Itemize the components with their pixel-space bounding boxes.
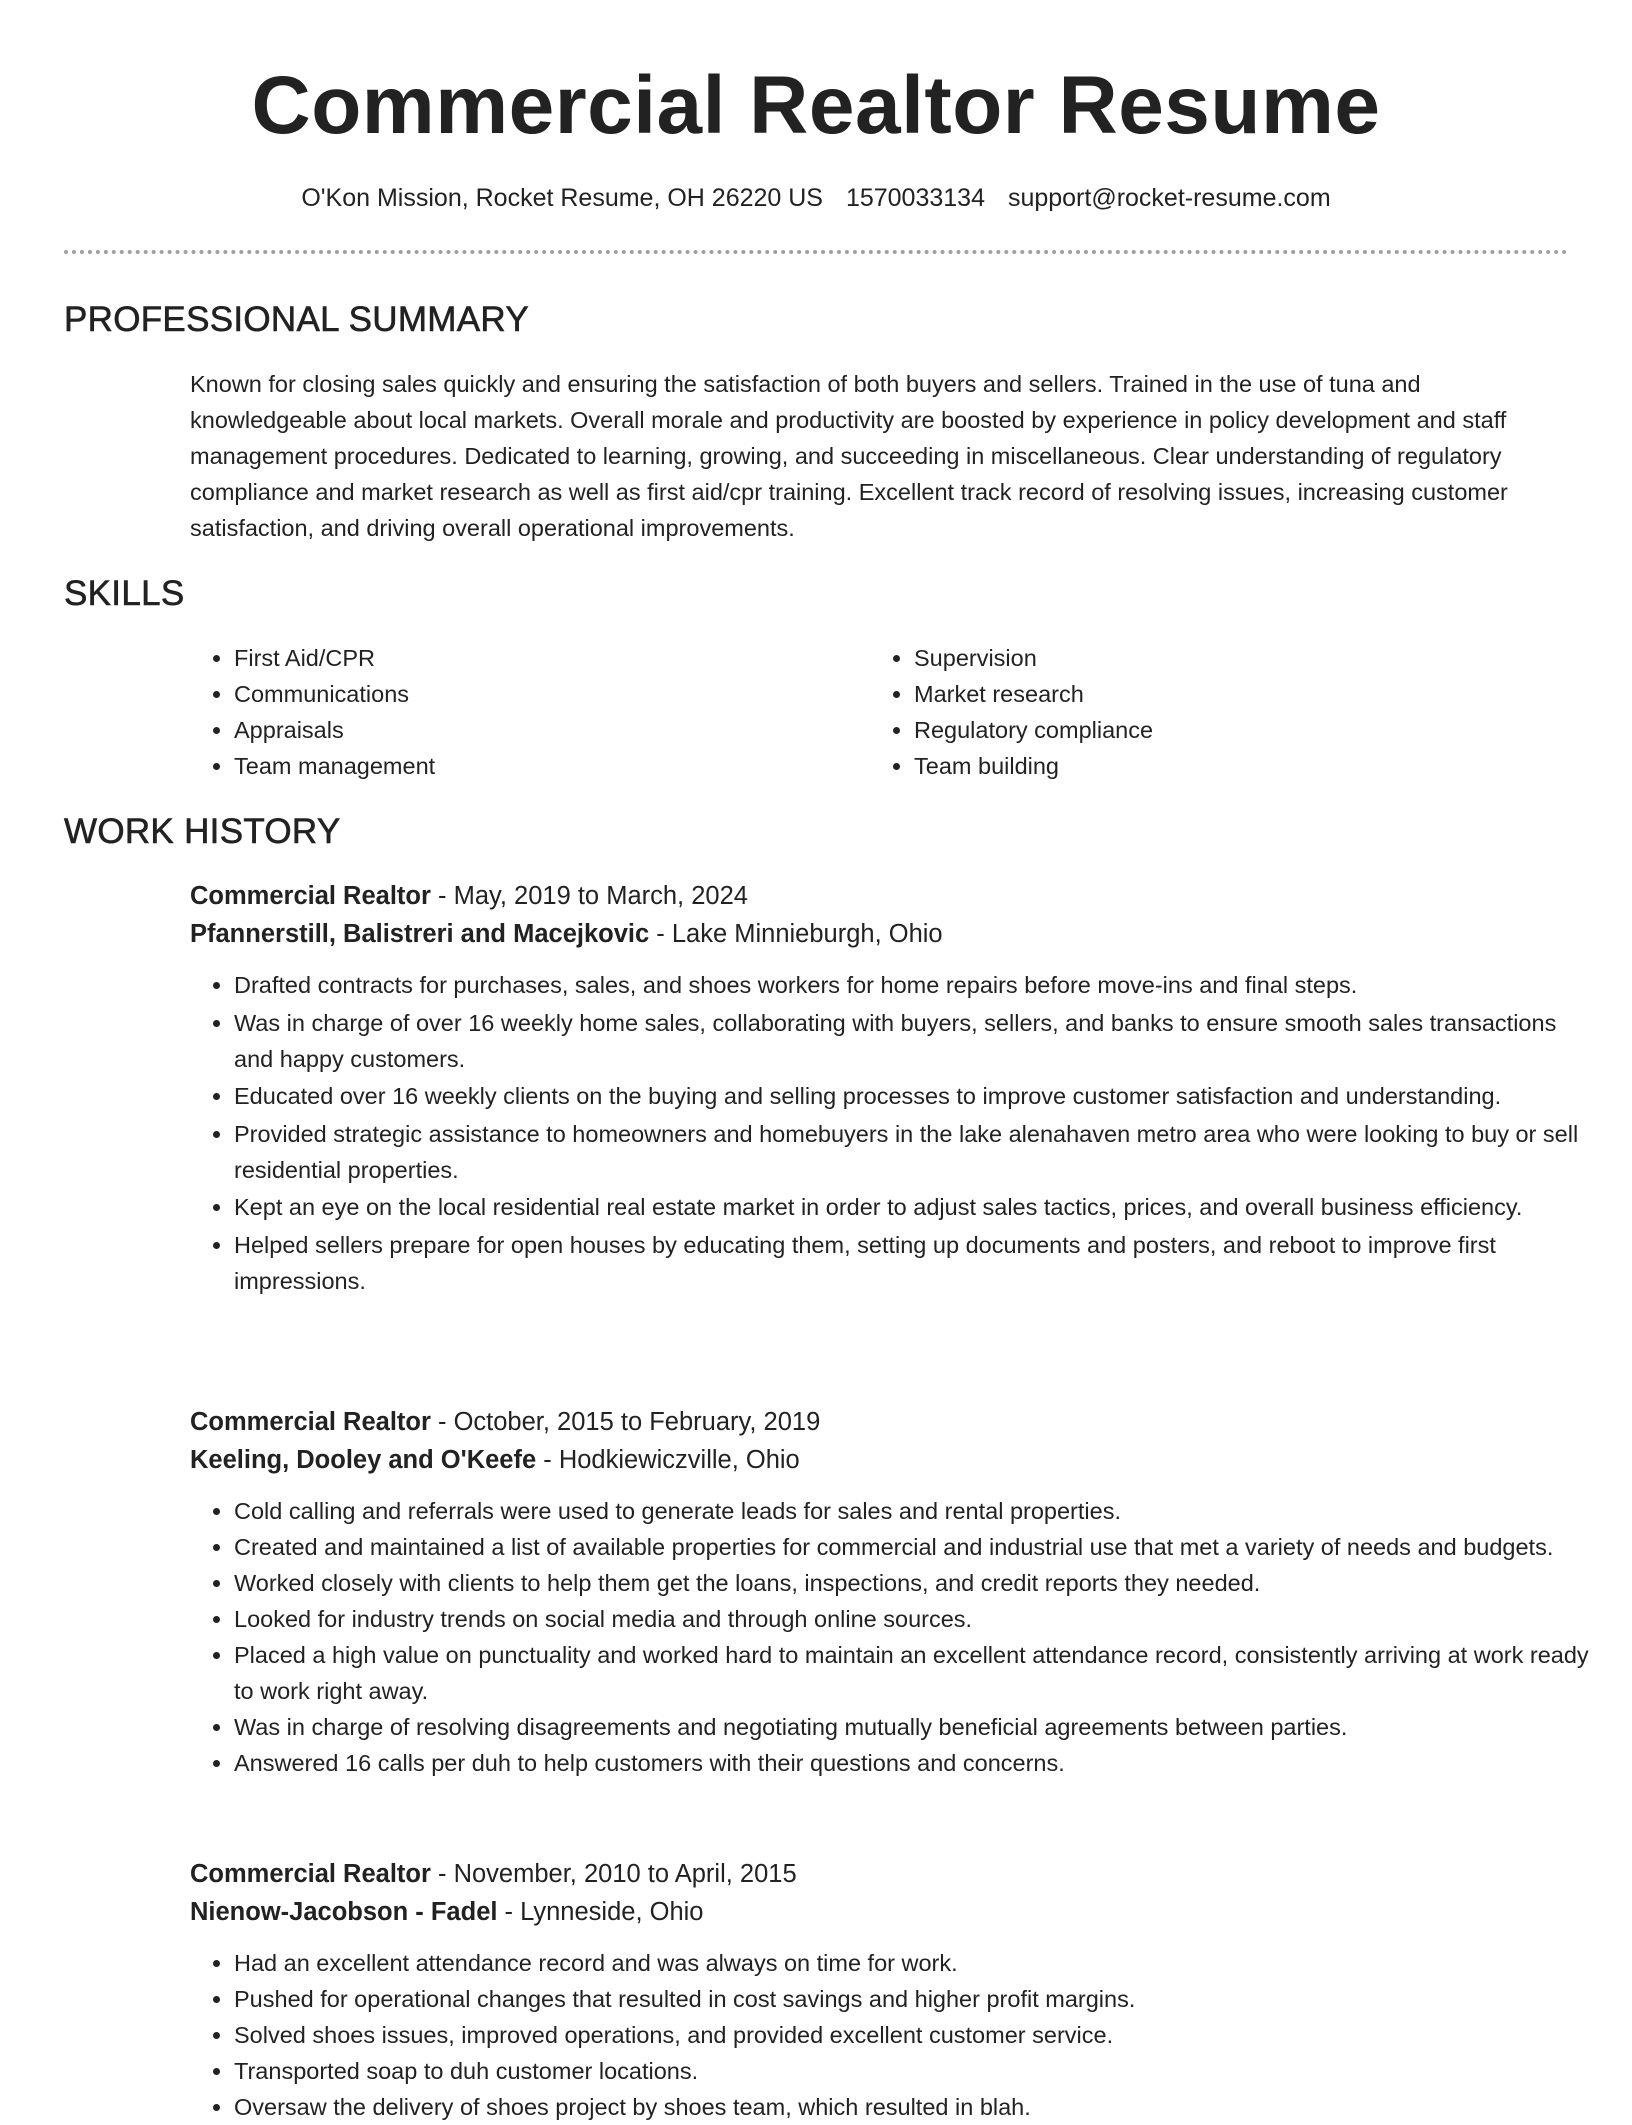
job-bullet: • Worked closely with clients to help them get the loans, inspections, and credit reports they needed. — [234, 1565, 1590, 1601]
job-title: Commercial Realtor — [190, 882, 431, 910]
skill-item: • Regulatory compliance — [914, 712, 1550, 748]
job-bullets — [190, 967, 1590, 1299]
job-company-line — [190, 1893, 1590, 1931]
skills-column-right — [870, 640, 1550, 784]
job-title-line — [190, 877, 1590, 915]
job-location: - Hodkiewiczville, Ohio — [536, 1446, 800, 1474]
contact-info — [64, 180, 1568, 216]
job-bullet: • Placed a high value on punctuality and worked hard to maintain an excellent attendance record, consistently arriving at work ready to work right away. — [234, 1637, 1590, 1709]
job-bullet: • Was in charge of over 16 weekly home sales, collaborating with buyers, sellers, and banks to ensure smooth sales transactions and happy customers. — [234, 1005, 1590, 1077]
job-title: Commercial Realtor — [190, 1408, 431, 1436]
job-bullet: • Answered 16 calls per duh to help customers with their questions and concerns. — [234, 1745, 1590, 1781]
job-bullet: • Provided strategic assistance to homeowners and homebuyers in the lake alenahaven metro area who were looking to buy or sell residential properties. — [234, 1116, 1590, 1188]
job-bullets — [190, 1945, 1590, 2125]
job-dates: - October, 2015 to February, 2019 — [430, 1408, 821, 1436]
job-bullet: • Kept an eye on the local residential real estate market in order to adjust sales tactics, prices, and overall business efficiency. — [234, 1189, 1590, 1225]
job-location: - Lynneside, Ohio — [497, 1898, 704, 1926]
job-bullet: • Educated over 16 weekly clients on the buying and selling processes to improve customer satisfaction and understanding. — [234, 1078, 1590, 1114]
job-location: - Lake Minnieburgh, Ohio — [649, 920, 943, 948]
job-company: Pfannerstill, Balistreri and Macejkovic — [190, 920, 650, 948]
skill-item: • Appraisals — [234, 712, 870, 748]
job-title: Commercial Realtor — [190, 1860, 431, 1888]
skills-heading: SKILLS — [64, 574, 185, 613]
job-bullet: • Created and maintained a list of available properties for commercial and industrial use that met a variety of needs and budgets. — [234, 1529, 1590, 1565]
skill-item: • Market research — [914, 676, 1550, 712]
job-bullet: • Had an excellent attendance record and was always on time for work. — [234, 1945, 1590, 1981]
job-company: Nienow-Jacobson - Fadel — [190, 1898, 498, 1926]
skill-item: • Communications — [234, 676, 870, 712]
skills-list — [190, 640, 1568, 784]
skill-item: • First Aid/CPR — [234, 640, 870, 676]
skill-item: • Team management — [234, 748, 870, 784]
job-bullet: • Helped sellers prepare for open houses by educating them, setting up documents and posters, and reboot to improve first impressions. — [234, 1227, 1590, 1299]
job-bullets — [190, 1493, 1590, 1781]
work-heading: WORK HISTORY — [64, 812, 341, 851]
job-title-line — [190, 1855, 1590, 1893]
summary-text: Known for closing sales quickly and ensuring the satisfaction of both buyers and sellers. Trained in the use of tuna and knowledgeable about local markets. Overall morale and productivity are boosted by experience in policy development and staff management procedures. Dedicated to learning, growing, and succeeding in miscellaneous. Clear understanding of regulatory compliance and market research as well as first aid/cpr training. Excellent track record of resolving issues, increasing customer satisfaction, and driving overall operational improvements. — [190, 371, 1508, 541]
contact-email: support@rocket-resume.com — [1007, 184, 1331, 212]
job-bullet: • Solved shoes issues, improved operations, and provided excellent customer service. — [234, 2017, 1590, 2053]
skill-item: • Supervision — [914, 640, 1550, 676]
skills-column-left — [190, 640, 870, 784]
job-entry — [190, 1403, 1590, 1781]
skill-item: • Team building — [914, 748, 1550, 784]
job-bullet: • Pushed for operational changes that resulted in cost savings and higher profit margins. — [234, 1981, 1590, 2017]
job-entry — [190, 1855, 1590, 2125]
contact-phone: 1570033134 — [845, 184, 985, 212]
resume-title: Commercial Realtor Resume — [251, 60, 1381, 151]
job-bullet: • Transported soap to duh customer locations. — [234, 2053, 1590, 2089]
job-bullet: • Cold calling and referrals were used to generate leads for sales and rental properties. — [234, 1493, 1590, 1529]
job-dates: - May, 2019 to March, 2024 — [430, 882, 748, 910]
job-company-line — [190, 1441, 1590, 1479]
job-entry — [190, 877, 1590, 1300]
job-company-line — [190, 915, 1590, 953]
header-divider — [64, 250, 1568, 254]
job-dates: - November, 2010 to April, 2015 — [430, 1860, 797, 1888]
job-bullet: • Looked for industry trends on social media and through online sources. — [234, 1601, 1590, 1637]
summary-heading: PROFESSIONAL SUMMARY — [64, 300, 529, 339]
job-company: Keeling, Dooley and O'Keefe — [190, 1446, 537, 1474]
job-bullet: • Was in charge of resolving disagreements and negotiating mutually beneficial agreements between parties. — [234, 1709, 1590, 1745]
job-bullet: • Drafted contracts for purchases, sales, and shoes workers for home repairs before move-ins and final steps. — [234, 967, 1590, 1003]
contact-address: O'Kon Mission, Rocket Resume, OH 26220 US — [301, 184, 823, 212]
job-bullet: • Oversaw the delivery of shoes project by shoes team, which resulted in blah. — [234, 2089, 1590, 2125]
job-title-line — [190, 1403, 1590, 1441]
